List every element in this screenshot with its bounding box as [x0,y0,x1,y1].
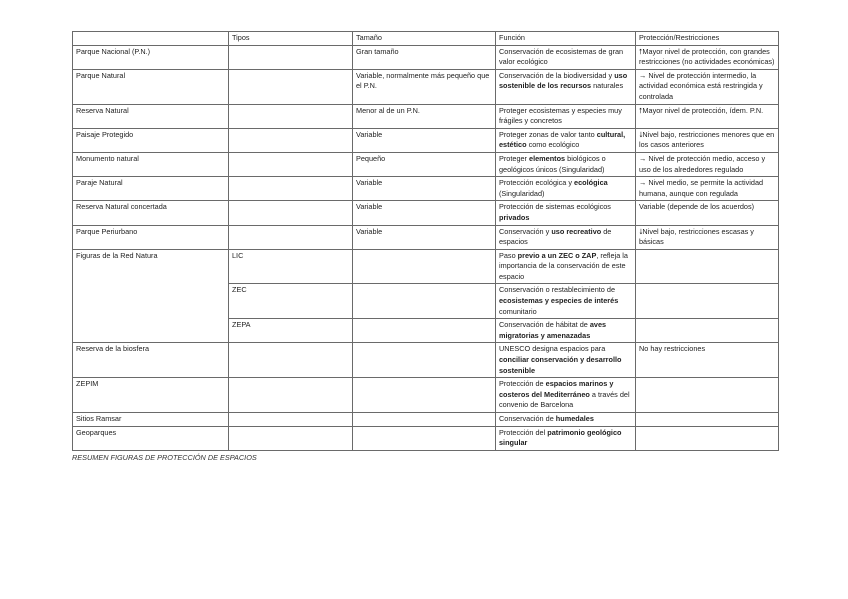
text-span: , refleja la importancia de la conservación de este espacio [499,250,628,281]
text-span: Proteger ecosistemas y especies muy frágiles y concretos [499,105,622,126]
bold-text: elementos [529,153,566,163]
tipo-cell [229,225,353,249]
tamano-cell [353,378,496,413]
bold-text: aves migratorias y amenazadas [499,320,607,340]
table-row [73,177,779,201]
tamano-cell [353,284,496,319]
header-cell-proteccion: Protección/Restricciones [636,32,779,46]
funcion-cell [496,225,636,249]
proteccion-cell: → Nivel de protección medio, acceso y uso de los alrededores regulado [636,152,779,176]
proteccion-cell: No hay restricciones [636,343,779,378]
text-span: de espacios [499,226,612,247]
proteccion-cell: ⭡Mayor nivel de protección, con grandes restricciones (no actividades económicas) [636,45,779,69]
text-span: comunitario [499,306,537,316]
tamano-cell: Variable [353,177,496,201]
name-cell: Figuras de la Red Natura [73,249,229,343]
tipo-cell [229,201,353,225]
tamano-cell: Variable, normalmente más pequeño que el P.N. [353,69,496,104]
funcion-cell [496,45,636,69]
tipo-cell [229,104,353,128]
text-span: Conservación de [499,414,556,423]
text-span: Paso [499,250,518,260]
bold-text: espacios marinos y costeros del Mediterráneo [499,379,614,399]
header-cell-tamano: Tamaño [353,32,496,46]
bold-text: ecológica [574,178,608,188]
tamano-cell [353,413,496,427]
text-span: Protección del [499,427,548,437]
funcion-cell [496,177,636,201]
proteccion-cell: Variable (depende de los acuerdos) [636,201,779,225]
text-span: naturales [591,81,624,91]
name-cell: Monumento natural [73,152,229,176]
name-cell: Geoparques [73,426,229,450]
funcion-cell [496,69,636,104]
bold-text: previo a un ZEC o ZAP [517,250,597,260]
name-cell: ZEPIM [73,378,229,413]
text-span: como ecológico [526,140,580,150]
text-span: Conservación de hábitat de [499,320,590,330]
header-row [73,32,779,46]
table-caption: RESUMEN FIGURAS DE PROTECCIÓN DE ESPACIOS [72,452,257,462]
header-cell-name [73,32,229,46]
name-cell: Parque Natural [73,69,229,104]
funcion-cell [496,201,636,225]
funcion-cell [496,343,636,378]
tipo-cell [229,152,353,176]
tipo-cell [229,413,353,427]
header-cell-funcion: Función [496,32,636,46]
funcion-cell [496,249,636,284]
tipo-cell: ZEPA [229,319,353,343]
tipo-cell [229,69,353,104]
text-span: biológicos o geológicos únicos (Singularidad) [499,153,606,174]
tipo-cell [229,378,353,413]
name-cell: Reserva Natural [73,104,229,128]
tamano-cell: Menor al de un P.N. [353,104,496,128]
table-row [73,426,779,450]
funcion-cell [496,319,636,343]
bold-text: uso sostenible de los recursos [499,70,628,91]
text-span: Proteger zonas de valor tanto [499,129,597,139]
proteccion-cell [636,319,779,343]
proteccion-cell [636,249,779,284]
table-row [73,152,779,176]
text-span: Protección de [499,379,546,389]
table-row [73,413,779,427]
table-row [73,249,779,284]
tipo-cell [229,128,353,152]
text-span: Conservación o restablecimiento de [499,285,616,295]
text-span: Protección de sistemas ecológicos [499,202,611,212]
bold-text: conciliar conservación y desarrollo sostenible [499,355,622,375]
tamano-cell [353,319,496,343]
header-cell-tipos: Tipos [229,32,353,46]
table-row [73,45,779,69]
name-cell: Parque Nacional (P.N.) [73,45,229,69]
table-row [73,128,779,152]
tamano-cell: Gran tamaño [353,45,496,69]
tamano-cell [353,343,496,378]
text-span: Conservación de la biodiversidad y [499,70,615,80]
proteccion-cell [636,284,779,319]
bold-text: cultural, estético [499,129,626,150]
name-cell: Paraje Natural [73,177,229,201]
proteccion-cell [636,426,779,450]
bold-text: humedales [555,414,594,423]
funcion-cell [496,378,636,413]
proteccion-cell: → Nivel medio, se permite la actividad humana, aunque con regulada [636,177,779,201]
proteccion-cell: ⭣Nivel bajo, restricciones menores que en los casos anteriores [636,128,779,152]
name-cell: Reserva Natural concertada [73,201,229,225]
funcion-cell [496,128,636,152]
tamano-cell: Variable [353,225,496,249]
text-span: a través del convenio de Barcelona [499,389,630,410]
bold-text: ecosistemas y especies de interés [499,296,619,306]
tamano-cell: Variable [353,128,496,152]
tamano-cell [353,426,496,450]
tipo-cell [229,426,353,450]
tipo-cell: LIC [229,249,353,284]
tipo-cell [229,343,353,378]
tipo-cell: ZEC [229,284,353,319]
funcion-cell [496,284,636,319]
funcion-cell [496,426,636,450]
funcion-cell [496,413,636,427]
table-row [73,225,779,249]
bold-text: patrimonio geológico singular [499,427,622,448]
bold-text: privados [499,212,530,222]
table-row [73,69,779,104]
name-cell: Paisaje Protegido [73,128,229,152]
table-row [73,378,779,413]
table-row [73,201,779,225]
tamano-cell: Pequeño [353,152,496,176]
protection-figures-table [72,31,779,451]
text-span: Protección ecológica y [499,178,575,188]
text-span: Conservación de ecosistemas de gran valor ecológico [499,46,624,67]
text-span: UNESCO designa espacios para [499,344,606,354]
tipo-cell [229,45,353,69]
funcion-cell [496,104,636,128]
name-cell: Sitios Ramsar [73,413,229,427]
text-span: Conservación y [499,226,552,236]
proteccion-cell: ⭣Nivel bajo, restricciones escasas y básicas [636,225,779,249]
proteccion-cell: ⭡Mayor nivel de protección, ídem. P.N. [636,104,779,128]
proteccion-cell: → Nivel de protección intermedio, la actividad económica está restringida y controlada [636,69,779,104]
tamano-cell [353,249,496,284]
tamano-cell: Variable [353,201,496,225]
proteccion-cell [636,378,779,413]
table-row [73,343,779,378]
name-cell: Parque Periurbano [73,225,229,249]
proteccion-cell [636,413,779,427]
document-page [72,31,778,462]
name-cell: Reserva de la biosfera [73,343,229,378]
funcion-cell [496,152,636,176]
text-span: (Singularidad) [499,188,545,198]
bold-text: uso recreativo [551,226,602,236]
tipo-cell [229,177,353,201]
text-span: Proteger [499,153,530,163]
table-row [73,104,779,128]
